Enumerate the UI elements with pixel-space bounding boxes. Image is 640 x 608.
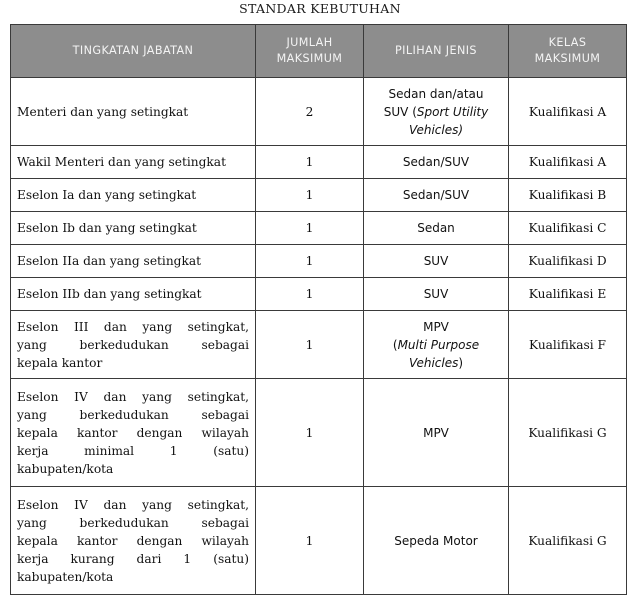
jenis-line: MPV xyxy=(423,319,449,334)
jabatan-line: Wakil Menteri dan yang setingkat xyxy=(17,155,226,169)
header-jumlah-line2: MAKSIMUM xyxy=(276,52,343,65)
header-tingkatan-jabatan-label: TINGKATAN JABATAN xyxy=(72,44,194,57)
table-row xyxy=(11,245,627,278)
header-kelas-line2: MAKSIMUM xyxy=(534,52,601,65)
jenis-value: MPV xyxy=(423,425,449,440)
cell-kelas xyxy=(509,146,627,179)
header-pilihan-jenis xyxy=(364,25,509,78)
cell-jumlah xyxy=(256,487,364,595)
table-row xyxy=(11,379,627,487)
kelas-value: Kualifikasi G xyxy=(528,425,607,440)
header-jumlah-line1: JUMLAH xyxy=(286,36,333,49)
cell-jabatan xyxy=(11,212,256,245)
cell-kelas xyxy=(509,179,627,212)
kelas-value: Kualifikasi B xyxy=(528,188,607,202)
cell-jabatan xyxy=(11,379,256,487)
cell-jumlah xyxy=(256,179,364,212)
cell-jenis xyxy=(364,379,509,487)
cell-kelas xyxy=(509,278,627,311)
cell-jenis: MPV (Multi Purpose Vehicles) xyxy=(364,311,509,379)
kelas-value: Kualifikasi A xyxy=(528,104,607,119)
header-pilihan-jenis-label: PILIHAN JENIS xyxy=(395,44,477,57)
cell-jumlah xyxy=(256,212,364,245)
cell-kelas xyxy=(509,245,627,278)
jabatan-line: Eselon IIa dan yang setingkat xyxy=(17,254,202,268)
jumlah-value: 2 xyxy=(305,104,314,119)
jenis-line: Sedan dan/atau xyxy=(388,86,484,101)
cell-jenis xyxy=(364,212,509,245)
table-row xyxy=(11,311,627,379)
cell-jenis xyxy=(364,245,509,278)
jabatan-line: kabupaten/kota xyxy=(17,461,114,476)
header-row xyxy=(11,25,627,78)
header-kelas-maksimum xyxy=(509,25,627,78)
jabatan-line: Eselon IV dan yang setingkat, xyxy=(17,497,249,512)
header-jumlah-maksimum xyxy=(256,25,364,78)
jenis-line-italic: Vehicles xyxy=(408,355,459,370)
jabatan-line: Menteri dan yang setingkat xyxy=(17,104,189,119)
jumlah-value: 1 xyxy=(305,254,314,268)
cell-jabatan xyxy=(11,179,256,212)
cell-jenis xyxy=(364,487,509,595)
jenis-value: SUV xyxy=(423,254,449,268)
jabatan-line: Eselon IV dan yang setingkat, xyxy=(17,389,249,404)
jumlah-value: 1 xyxy=(305,221,314,235)
cell-jabatan xyxy=(11,311,256,379)
cell-jabatan xyxy=(11,78,256,146)
header-kelas-line1: KELAS xyxy=(548,36,587,49)
table-row xyxy=(11,78,627,146)
jabatan-line: kepala kantor xyxy=(17,355,103,370)
cell-jabatan xyxy=(11,146,256,179)
jabatan-line: Eselon III dan yang setingkat, xyxy=(17,319,249,334)
cell-jabatan xyxy=(11,245,256,278)
jabatan-line: yang berkedudukan sebagai xyxy=(17,337,249,352)
table-row xyxy=(11,212,627,245)
table-title: STANDAR KEBUTUHAN xyxy=(239,1,401,16)
jumlah-value: 1 xyxy=(305,533,314,548)
table-row xyxy=(11,146,627,179)
cell-jumlah xyxy=(256,78,364,146)
cell-jumlah xyxy=(256,146,364,179)
jabatan-line: yang berkedudukan sebagai xyxy=(17,407,249,422)
jenis-line-italic: Multi Purpose xyxy=(397,337,480,352)
cell-jumlah xyxy=(256,278,364,311)
jabatan-line: Eselon Ib dan yang setingkat xyxy=(17,221,197,235)
cell-jumlah xyxy=(256,245,364,278)
cell-kelas xyxy=(509,212,627,245)
kelas-value: Kualifikasi F xyxy=(528,337,606,352)
kelas-value: Kualifikasi E xyxy=(528,287,607,301)
header-tingkatan-jabatan xyxy=(11,25,256,78)
jenis-value: Sedan/SUV xyxy=(402,188,470,202)
jumlah-value: 1 xyxy=(305,337,314,352)
cell-kelas xyxy=(509,379,627,487)
kelas-value: Kualifikasi C xyxy=(528,221,607,235)
cell-jenis xyxy=(364,179,509,212)
jenis-line-italic: Sport Utility xyxy=(416,104,489,119)
cell-jenis xyxy=(364,278,509,311)
jabatan-line: kepala kantor dengan wilayah xyxy=(17,533,249,548)
kelas-value: Kualifikasi D xyxy=(528,254,607,268)
table-row xyxy=(11,487,627,595)
jabatan-line: kabupaten/kota xyxy=(17,569,114,584)
jumlah-value: 1 xyxy=(305,155,314,169)
jenis-line: SUV ( xyxy=(383,104,417,119)
jabatan-line: Eselon Ia dan yang setingkat xyxy=(17,188,197,202)
jenis-value: SUV xyxy=(423,287,449,301)
cell-jumlah xyxy=(256,311,364,379)
cell-kelas xyxy=(509,78,627,146)
jabatan-line: kerja kurang dari 1 (satu) xyxy=(17,551,249,566)
table-row xyxy=(11,278,627,311)
jabatan-line: kerja minimal 1 (satu) xyxy=(17,443,249,458)
table-row xyxy=(11,179,627,212)
jenis-value: Sepeda Motor xyxy=(394,533,478,548)
jenis-value: Sedan xyxy=(417,221,455,235)
kelas-value: Kualifikasi G xyxy=(528,533,607,548)
kelas-value: Kualifikasi A xyxy=(528,155,607,169)
jumlah-value: 1 xyxy=(305,425,314,440)
jabatan-line: kepala kantor dengan wilayah xyxy=(17,425,249,440)
cell-jenis xyxy=(364,146,509,179)
jabatan-line: yang berkedudukan sebagai xyxy=(17,515,249,530)
cell-jumlah xyxy=(256,379,364,487)
cell-kelas xyxy=(509,311,627,379)
jumlah-value: 1 xyxy=(305,188,314,202)
standar-kebutuhan-table xyxy=(10,24,627,595)
cell-jabatan xyxy=(11,487,256,595)
jumlah-value: 1 xyxy=(305,287,314,301)
jenis-value: Sedan/SUV xyxy=(402,155,470,169)
jenis-line-italic: Vehicles) xyxy=(408,122,464,137)
cell-jenis xyxy=(364,78,509,146)
jabatan-line: Eselon IIb dan yang setingkat xyxy=(17,287,202,301)
cell-kelas xyxy=(509,487,627,595)
cell-jabatan xyxy=(11,278,256,311)
